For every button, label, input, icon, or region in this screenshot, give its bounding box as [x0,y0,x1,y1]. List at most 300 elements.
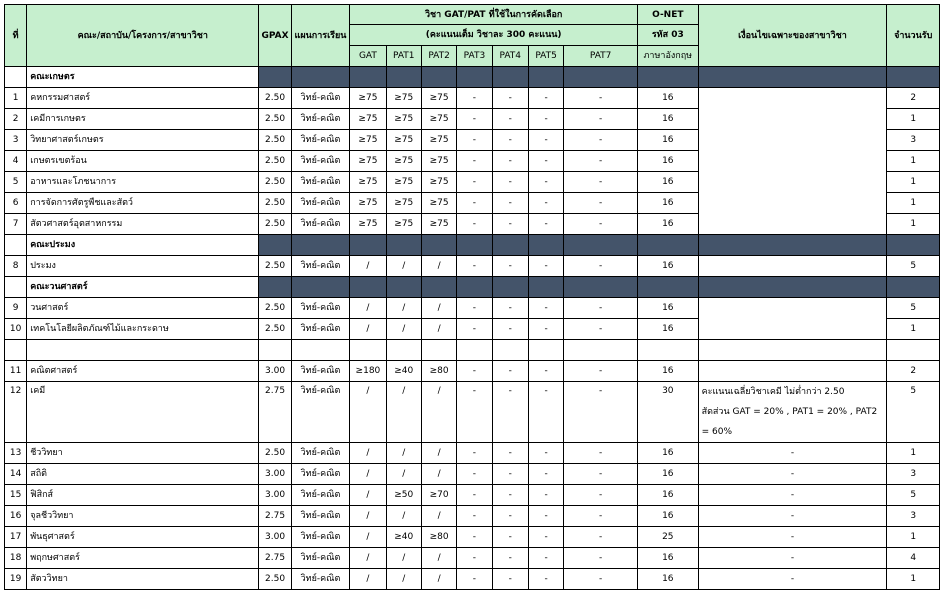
pat7-value: - [564,569,638,590]
plan-value: วิทย์-คณิต [291,172,350,193]
condition-value: - [698,569,887,590]
gpax-value: 2.75 [259,548,291,569]
plan-value: วิทย์-คณิต [291,361,350,382]
pat3-value: - [457,151,492,172]
header-onet-2: รหัส 03 [638,25,699,46]
program-name: เคมีการเกษตร [27,109,259,130]
program-name: จุลชีววิทยา [27,506,259,527]
gat-value: / [350,464,386,485]
table-row [5,382,940,443]
plan-value: วิทย์-คณิต [291,548,350,569]
pat7-value: - [564,443,638,464]
pat7-value: - [564,193,638,214]
table-row [5,443,940,464]
pat5-value: - [528,485,563,506]
pat5-value: - [528,214,563,235]
pat1-value: / [386,256,421,277]
onet-value: 16 [638,109,699,130]
pat4-value: - [492,298,528,319]
pat4-value: - [492,109,528,130]
pat3-value: - [457,172,492,193]
pat3-value: - [457,256,492,277]
row-no: 5 [5,172,27,193]
onet-value: 16 [638,485,699,506]
gat-value: / [350,485,386,506]
pat3-value: - [457,319,492,340]
seats-value: 1 [887,151,940,172]
table-header [5,5,940,67]
pat1-value: ≥75 [386,172,421,193]
row-no: 12 [5,382,27,443]
row-no: 1 [5,88,27,109]
header-no: ที่ [5,5,27,67]
condition-note [698,382,887,443]
gpax-value: 3.00 [259,527,291,548]
program-name: สถิติ [27,464,259,485]
plan-value: วิทย์-คณิต [291,464,350,485]
onet-value: 16 [638,193,699,214]
onet-value: 30 [638,382,699,443]
header-pat2: PAT2 [421,46,456,67]
gpax-value: 2.50 [259,319,291,340]
gpax-value: 2.50 [259,214,291,235]
gat-value: / [350,319,386,340]
pat2-value: ≥80 [421,527,456,548]
pat3-value: - [457,298,492,319]
row-no: 8 [5,256,27,277]
row-no: 16 [5,506,27,527]
pat4-value: - [492,256,528,277]
pat7-value: - [564,130,638,151]
pat7-value: - [564,382,638,443]
pat5-value: - [528,382,563,443]
gat-value: / [350,527,386,548]
pat5-value: - [528,319,563,340]
pat7-value: - [564,298,638,319]
header-gat: GAT [350,46,386,67]
plan-value: วิทย์-คณิต [291,319,350,340]
seats-value: 5 [887,256,940,277]
row-no: 19 [5,569,27,590]
onet-value: 16 [638,172,699,193]
gat-value: ≥75 [350,214,386,235]
pat7-value: - [564,319,638,340]
pat4-value: - [492,319,528,340]
condition-cell [698,256,887,277]
header-pat5: PAT5 [528,46,563,67]
table-row [5,527,940,548]
plan-value: วิทย์-คณิต [291,506,350,527]
onet-value: 16 [638,298,699,319]
pat2-value: / [421,569,456,590]
gpax-value: 2.50 [259,151,291,172]
pat2-value: / [421,443,456,464]
condition-value [698,361,887,382]
condition-value: - [698,443,887,464]
seats-value: 1 [887,214,940,235]
pat5-value: - [528,130,563,151]
pat2-value: ≥75 [421,151,456,172]
gpax-value: 3.00 [259,464,291,485]
onet-value: 16 [638,443,699,464]
condition-value: - [698,506,887,527]
pat2-value: ≥70 [421,485,456,506]
condition-cell-agri [698,88,887,235]
plan-value: วิทย์-คณิต [291,569,350,590]
gat-value: ≥75 [350,130,386,151]
program-name: วนศาสตร์ [27,298,259,319]
pat1-value: ≥50 [386,485,421,506]
faculty-name: คณะประมง [27,235,259,256]
pat1-value: ≥75 [386,193,421,214]
pat5-value: - [528,527,563,548]
seats-value: 4 [887,548,940,569]
gat-value: ≥75 [350,88,386,109]
pat5-value: - [528,172,563,193]
pat7-value: - [564,109,638,130]
pat2-value: ≥75 [421,130,456,151]
pat4-value: - [492,548,528,569]
pat1-value: ≥40 [386,361,421,382]
header-seats: จำนวนรับ [887,5,940,67]
program-name: เคมี [27,382,259,443]
pat4-value: - [492,527,528,548]
pat5-value: - [528,506,563,527]
pat3-value: - [457,361,492,382]
pat1-value: ≥40 [386,527,421,548]
pat1-value: / [386,298,421,319]
gat-value: ≥180 [350,361,386,382]
pat2-value: / [421,319,456,340]
pat3-value: - [457,443,492,464]
table-row [5,464,940,485]
gpax-value: 3.00 [259,485,291,506]
plan-value: วิทย์-คณิต [291,109,350,130]
table-row [5,485,940,506]
gat-value: ≥75 [350,109,386,130]
gat-value: ≥75 [350,193,386,214]
pat5-value: - [528,151,563,172]
gpax-value: 2.50 [259,256,291,277]
header-gatpat-title: วิชา GAT/PAT ที่ใช้ในการคัดเลือก [350,5,638,25]
pat3-value: - [457,88,492,109]
plan-value: วิทย์-คณิต [291,443,350,464]
program-name: คณิตศาสตร์ [27,361,259,382]
seats-value: 1 [887,109,940,130]
gpax-value: 2.50 [259,298,291,319]
pat4-value: - [492,464,528,485]
gpax-value: 2.50 [259,193,291,214]
pat3-value: - [457,130,492,151]
condition-line-2: สัดส่วน GAT = 20% , PAT1 = 20% , PAT2 = 60% [701,407,878,437]
gat-value: ≥75 [350,172,386,193]
row-no: 10 [5,319,27,340]
pat5-value: - [528,193,563,214]
onet-value: 16 [638,256,699,277]
seats-value: 5 [887,298,940,319]
pat3-value: - [457,548,492,569]
seats-value: 1 [887,527,940,548]
gat-value: / [350,548,386,569]
pat3-value: - [457,485,492,506]
pat3-value: - [457,109,492,130]
pat5-value: - [528,88,563,109]
pat5-value: - [528,548,563,569]
condition-value: - [698,464,887,485]
onet-value: 16 [638,214,699,235]
faculty-row-forestry [5,277,940,298]
gpax-value: 2.50 [259,443,291,464]
program-name: ฟิสิกส์ [27,485,259,506]
pat3-value: - [457,464,492,485]
table-row [5,256,940,277]
faculty-name: คณะเกษตร [27,67,259,88]
header-plan: แผนการเรียน [291,5,350,67]
plan-value: วิทย์-คณิต [291,193,350,214]
plan-value: วิทย์-คณิต [291,382,350,443]
gpax-value: 2.50 [259,569,291,590]
pat3-value: - [457,506,492,527]
condition-line-1: คะแนนเฉลี่ยวิชาเคมี ไม่ต่ำกว่า 2.50 [701,387,845,397]
pat1-value: / [386,443,421,464]
blank-row [5,340,940,361]
condition-value: - [698,527,887,548]
pat3-value: - [457,382,492,443]
plan-value: วิทย์-คณิต [291,88,350,109]
pat2-value: / [421,464,456,485]
pat7-value: - [564,506,638,527]
seats-value: 2 [887,361,940,382]
table-row [5,548,940,569]
row-no: 7 [5,214,27,235]
program-name: สัตวศาสตร์อุตสาหกรรม [27,214,259,235]
plan-value: วิทย์-คณิต [291,130,350,151]
program-name: สัตววิทยา [27,569,259,590]
pat4-value: - [492,485,528,506]
pat2-value: ≥75 [421,109,456,130]
pat2-value: ≥80 [421,361,456,382]
pat1-value: ≥75 [386,88,421,109]
seats-value: 3 [887,464,940,485]
pat2-value: / [421,256,456,277]
pat4-value: - [492,151,528,172]
header-pat7: PAT7 [564,46,638,67]
gat-value: / [350,256,386,277]
onet-value: 16 [638,506,699,527]
onet-value: 16 [638,361,699,382]
header-pat1: PAT1 [386,46,421,67]
gat-value: ≥75 [350,151,386,172]
row-no: 2 [5,109,27,130]
pat3-value: - [457,193,492,214]
gat-value: / [350,443,386,464]
pat1-value: / [386,569,421,590]
program-name: การจัดการศัตรูพืชและสัตว์ [27,193,259,214]
condition-value: - [698,548,887,569]
program-name: อาหารและโภชนาการ [27,172,259,193]
pat7-value: - [564,527,638,548]
row-no: 18 [5,548,27,569]
onet-value: 16 [638,548,699,569]
header-pat4: PAT4 [492,46,528,67]
row-no: 4 [5,151,27,172]
pat1-value: ≥75 [386,109,421,130]
onet-value: 16 [638,151,699,172]
gpax-value: 2.50 [259,172,291,193]
header-onet-1: O-NET [638,5,699,25]
gpax-value: 2.75 [259,382,291,443]
pat3-value: - [457,569,492,590]
pat1-value: ≥75 [386,214,421,235]
faculty-name: คณะวนศาสตร์ [27,277,259,298]
row-no: 9 [5,298,27,319]
gat-value: / [350,298,386,319]
onet-value: 16 [638,88,699,109]
onet-value: 16 [638,319,699,340]
row-no: 11 [5,361,27,382]
pat4-value: - [492,569,528,590]
row-no: 3 [5,130,27,151]
pat4-value: - [492,88,528,109]
pat7-value: - [564,151,638,172]
pat1-value: / [386,464,421,485]
table-row [5,298,940,319]
seats-value: 1 [887,193,940,214]
row-no: 13 [5,443,27,464]
header-condition: เงื่อนไขเฉพาะของสาขาวิชา [698,5,887,67]
seats-value: 1 [887,443,940,464]
onet-value: 16 [638,464,699,485]
pat2-value: ≥75 [421,88,456,109]
plan-value: วิทย์-คณิต [291,298,350,319]
program-name: พฤกษศาสตร์ [27,548,259,569]
pat3-value: - [457,527,492,548]
pat7-value: - [564,464,638,485]
gpax-value: 2.50 [259,130,291,151]
row-no: 14 [5,464,27,485]
program-name: พันธุศาสตร์ [27,527,259,548]
pat4-value: - [492,193,528,214]
table-row [5,506,940,527]
gpax-value: 3.00 [259,361,291,382]
pat7-value: - [564,361,638,382]
pat5-value: - [528,361,563,382]
pat5-value: - [528,256,563,277]
seats-value: 1 [887,569,940,590]
program-name: เกษตรเขตร้อน [27,151,259,172]
pat7-value: - [564,548,638,569]
pat2-value: / [421,382,456,443]
pat1-value: / [386,506,421,527]
pat2-value: ≥75 [421,193,456,214]
pat3-value: - [457,214,492,235]
pat7-value: - [564,214,638,235]
gat-value: / [350,382,386,443]
admission-table [4,4,940,590]
pat1-value: ≥75 [386,151,421,172]
pat4-value: - [492,130,528,151]
plan-value: วิทย์-คณิต [291,527,350,548]
seats-value: 5 [887,485,940,506]
faculty-row-fishery [5,235,940,256]
program-name: เทคโนโลยีผลิตภัณฑ์ไม้และกระดาษ [27,319,259,340]
pat5-value: - [528,298,563,319]
program-name: ชีววิทยา [27,443,259,464]
pat5-value: - [528,443,563,464]
seats-value: 5 [887,382,940,443]
pat5-value: - [528,569,563,590]
seats-value: 1 [887,172,940,193]
plan-value: วิทย์-คณิต [291,214,350,235]
table-row [5,88,940,109]
row-no: 17 [5,527,27,548]
pat4-value: - [492,382,528,443]
seats-value: 3 [887,130,940,151]
pat2-value: / [421,548,456,569]
condition-cell-forestry [698,298,887,340]
pat4-value: - [492,172,528,193]
header-pat3: PAT3 [457,46,492,67]
seats-value: 3 [887,506,940,527]
pat7-value: - [564,88,638,109]
program-name: วิทยาศาสตร์เกษตร [27,130,259,151]
pat4-value: - [492,361,528,382]
onet-value: 16 [638,569,699,590]
table-row [5,361,940,382]
header-onet-3: ภาษาอังกฤษ [638,46,699,67]
seats-value: 2 [887,88,940,109]
pat2-value: ≥75 [421,214,456,235]
onet-value: 16 [638,130,699,151]
table-row [5,569,940,590]
gpax-value: 2.75 [259,506,291,527]
header-gpax: GPAX [259,5,291,67]
pat4-value: - [492,443,528,464]
pat7-value: - [564,172,638,193]
plan-value: วิทย์-คณิต [291,256,350,277]
program-name: ประมง [27,256,259,277]
pat1-value: / [386,382,421,443]
pat7-value: - [564,485,638,506]
pat4-value: - [492,214,528,235]
pat2-value: / [421,298,456,319]
gat-value: / [350,506,386,527]
faculty-row-agri [5,67,940,88]
header-faculty: คณะ/สถาบัน/โครงการ/สาขาวิชา [27,5,259,67]
row-no: 15 [5,485,27,506]
header-gatpat-sub: (คะแนนเต็ม วิชาละ 300 คะแนน) [350,25,638,46]
seats-value: 1 [887,319,940,340]
pat2-value: / [421,506,456,527]
plan-value: วิทย์-คณิต [291,151,350,172]
gpax-value: 2.50 [259,88,291,109]
pat2-value: ≥75 [421,172,456,193]
pat5-value: - [528,109,563,130]
pat1-value: / [386,319,421,340]
pat1-value: ≥75 [386,130,421,151]
pat1-value: / [386,548,421,569]
onet-value: 25 [638,527,699,548]
gpax-value: 2.50 [259,109,291,130]
pat4-value: - [492,506,528,527]
plan-value: วิทย์-คณิต [291,485,350,506]
pat5-value: - [528,464,563,485]
condition-value: - [698,485,887,506]
gat-value: / [350,569,386,590]
program-name: คหกรรมศาสตร์ [27,88,259,109]
row-no: 6 [5,193,27,214]
pat7-value: - [564,256,638,277]
